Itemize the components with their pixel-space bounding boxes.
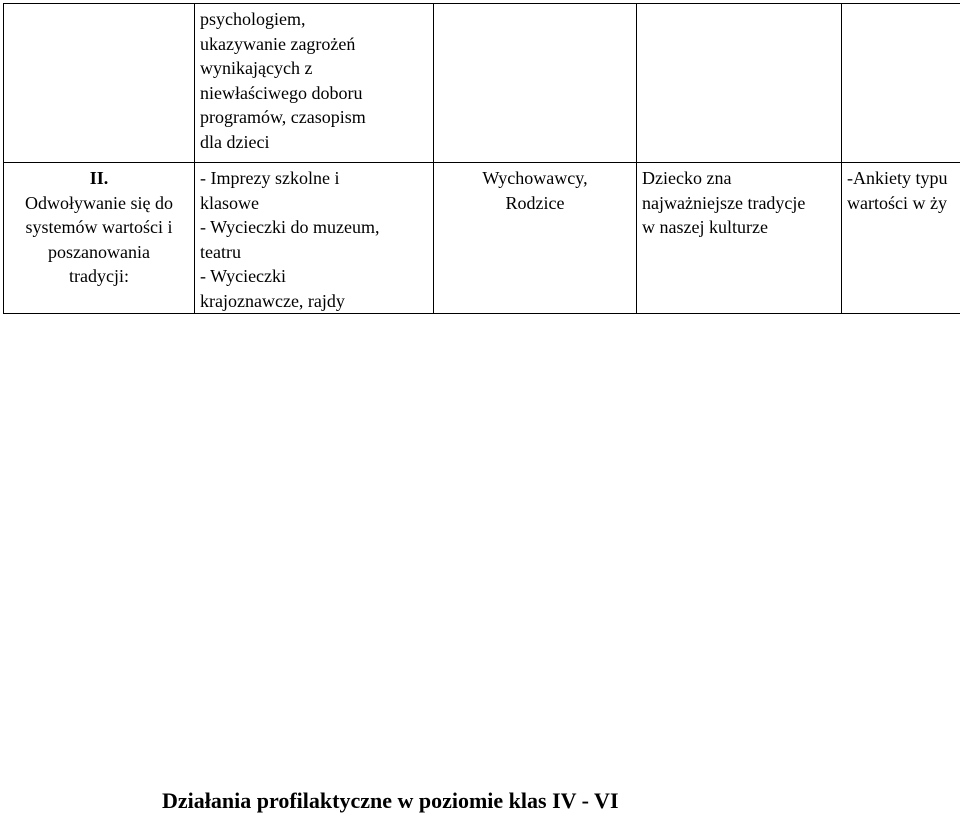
cell-text-line: niewłaściwego doboru bbox=[200, 82, 363, 103]
cell-text-line: Dziecko zna bbox=[642, 168, 732, 188]
cell-text-line: - Wycieczki bbox=[200, 266, 287, 286]
cell-text-line: poszanowania bbox=[48, 241, 150, 262]
cell-text-line: tradycji: bbox=[69, 266, 129, 286]
cell-text-line: w naszej kulturze bbox=[642, 217, 768, 237]
row2-col5-cell bbox=[842, 163, 960, 314]
section-number: II. bbox=[89, 168, 109, 188]
row2-col4-cell bbox=[637, 163, 842, 314]
row1-col2-cell bbox=[195, 4, 434, 163]
cell-text-line: Odwoływanie się do bbox=[25, 192, 173, 213]
row1-col4-cell bbox=[637, 4, 842, 163]
table-row bbox=[4, 163, 960, 314]
row2-col2-cell bbox=[195, 163, 434, 314]
cell-text-line: Wychowawcy, bbox=[482, 168, 588, 188]
cell-text-line: teatru bbox=[200, 241, 241, 262]
row1-col5-cell bbox=[842, 4, 960, 163]
cell-text-line: wynikających z bbox=[200, 58, 313, 78]
cell-text-line: klasowe bbox=[200, 192, 259, 213]
cell-text-line: -Ankiety typu bbox=[847, 168, 948, 188]
cell-text-line: najważniejsze tradycje bbox=[642, 192, 806, 213]
cell-text-line: programów, czasopism bbox=[200, 107, 366, 127]
row1-col1-cell bbox=[4, 4, 195, 163]
cell-text-line: psychologiem, bbox=[200, 9, 306, 29]
cell-text-line: - Wycieczki do muzeum, bbox=[200, 217, 380, 237]
row1-col3-cell bbox=[434, 4, 637, 163]
row2-col3-cell bbox=[434, 163, 637, 314]
cell-text-line: systemów wartości i bbox=[25, 217, 173, 237]
cell-text-line: wartości w ży bbox=[847, 192, 947, 213]
cell-text-line: krajoznawcze, rajdy bbox=[200, 290, 345, 311]
cell-text-line: ukazywanie zagrożeń bbox=[200, 33, 356, 54]
cell-text-line: Rodzice bbox=[505, 192, 565, 213]
section-heading: Działania profilaktyczne w poziomie klas IV - VI bbox=[162, 788, 619, 813]
program-table bbox=[3, 3, 960, 314]
cell-text-line: - Imprezy szkolne i bbox=[200, 168, 340, 188]
cell-text-line: dla dzieci bbox=[200, 131, 270, 152]
table-row bbox=[4, 4, 960, 163]
row2-col1-cell bbox=[4, 163, 195, 314]
